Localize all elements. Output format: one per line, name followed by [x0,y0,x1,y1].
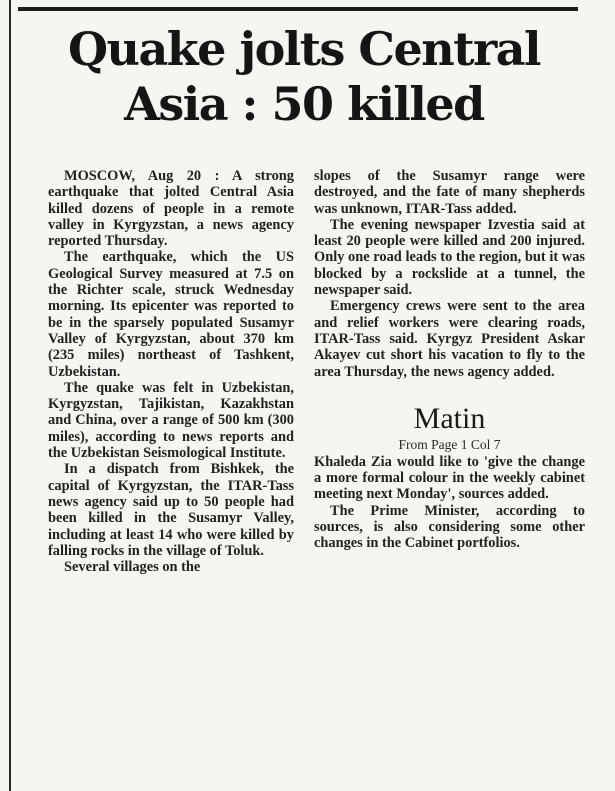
paragraph-villages: Several villages on the [64,559,201,576]
paragraph-dateline: MOSCOW, Aug 20 : A strong earthquake that jolted Central Asia killed dozens of people in a remote valley in Kyrgyzstan, a news agency reported Thursday. [48,168,294,250]
paragraph-bishkek-dispatch: In a dispatch from Bishkek, the capital of Kyrgyzstan, the ITAR-Tass news agency said up to 50 people had been killed in the Susamyr Valley, including at least 14 who were killed by falling rocks in the village of Toluk. [48,461,294,559]
article-column-right [314,168,585,552]
matin-paragraph-1: Khaleda Zia would like to 'give the change a more formal colour in the weekly cabinet meeting next Monday', sources added. [314,453,585,503]
matin-continued-line: From Page 1 Col 7 [398,436,501,452]
paragraph-continued: slopes of the Susamyr range were destroyed, and the fate of many shepherds was unknown, ITAR-Tass added. [314,168,585,217]
headline-line-1: Quake jolts Central [67,22,541,76]
article-column-left [48,168,294,575]
headline [14,22,594,132]
matin-headline: Matin [413,401,486,435]
paragraph-izvestia: The evening newspaper Izvestia said at least 20 people were killed and 200 injured. Only one road leads to the region, but it was blocked by a rockslide at a tunnel, the newspaper said. [314,216,585,299]
matin-paragraph-2: The Prime Minister, according to sources, is also considering some other changes in the Cabinet portfolios. [314,502,585,552]
paragraph-quake-measure: The earthquake, which the US Geological Survey measured at 7.5 on the Richter scale, struck Wednesday morning. Its epicenter was reported to be in the sparsely populated Susamyr Valley of Kyrgyzstan, about 370 km (235 miles) northeast of Tashkent, Uzbekistan. [48,249,294,380]
paragraph-emergency: Emergency crews were sent to the area and relief workers were clearing roads, ITAR-Tass said. Kyrgyz President Askar Akayev cut short his vacation to fly to the area Thursday, the news agency added. [314,298,585,380]
column-rule-left [9,0,11,791]
headline-line-2: Asia : 50 killed [124,77,484,131]
paragraph-quake-felt: The quake was felt in Uzbekistan, Kyrgyzstan, Tajikistan, Kazakhstan and China, over a range of 500 km (300 miles), according to news reports and the Uzbekistan Seismological Institute. [48,379,294,462]
top-rule [18,7,578,11]
